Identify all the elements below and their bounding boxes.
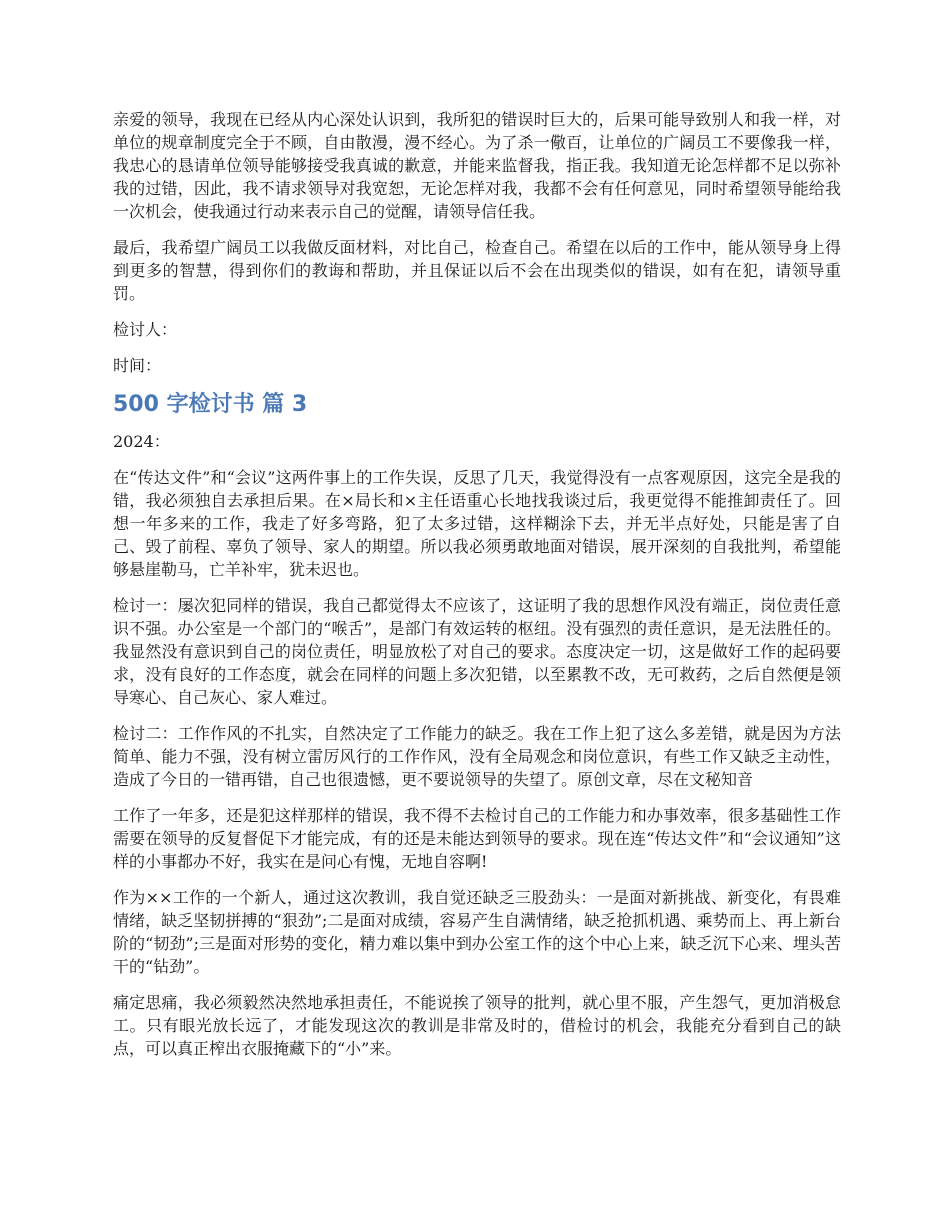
body-paragraph: 检讨一：屡次犯同样的错误，我自己都觉得太不应该了，这证明了我的思想作风没有端正，岗位责任意识不强。办公室是一个部门的“喉舌”，是部门有效运转的枢纽。没有强烈的责任意识，是无法胜任的。我显然没有意识到自己的岗位责任，明显放松了对自己的要求。态度决定一切，这是做好工作的起码要求，没有良好的工作态度，就会在同样的问题上多次犯错，以至累教不改，无可救药，之后自然便是领导寒心、自己灰心、家人难过。 (113, 596, 841, 707)
year-line: 2024： (113, 432, 170, 451)
body-paragraph: 工作了一年多，还是犯这样那样的错误，我不得不去检讨自己的工作能力和办事效率，很多基础性工作需要在领导的反复督促下才能完成，有的还是未能达到领导的要求。现在连“传达文件”和“会议通知”这样的小事都办不好，我实在是问心有愧，无地自容啊! (113, 806, 841, 871)
body-paragraph: 在“传达文件”和“会议”这两件事上的工作失误，反思了几天，我觉得没有一点客观原因，这完全是我的错，我必须独自去承担后果。在×局长和×主任语重心长地找我谈过后，我更觉得不能推卸责任了。回想一年多来的工作，我走了好多弯路，犯了太多过错，这样糊涂下去，并无半点好处，只能是害了自己、毁了前程、辜负了领导、家人的期望。所以我必须勇敢地面对错误，展开深刻的自我批判，希望能够悬崖勒马，亡羊补牢，犹未迟也。 (113, 468, 841, 579)
section-heading: 500 字检讨书 篇 3 (113, 392, 308, 417)
body-paragraph: 最后，我希望广阔员工以我做反面材料，对比自己，检查自己。希望在以后的工作中，能从领导身上得到更多的智慧，得到你们的教诲和帮助，并且保证以后不会在出现类似的错误，如有在犯，请领导重罚。 (113, 238, 841, 303)
document-page (113, 108, 841, 1073)
body-paragraph: 检讨二：工作作风的不扎实，自然决定了工作能力的缺乏。我在工作上犯了这么多差错，就是因为方法简单、能力不强，没有树立雷厉风行的工作作风，没有全局观念和岗位意识，有些工作又缺乏主动性，造成了今日的一错再错，自己也很遗憾，更不要说领导的失望了。原创文章，尽在文秘知音 (113, 724, 841, 789)
date-line: 时间： (113, 356, 162, 375)
signature-line: 检讨人： (113, 320, 178, 339)
body-paragraph: 亲爱的领导，我现在已经从内心深处认识到，我所犯的错误时巨大的，后果可能导致别人和我一样，对单位的规章制度完全于不顾，自由散漫，漫不经心。为了杀一儆百，让单位的广阔员工不要像我一样，我忠心的恳请单位领导能够接受我真诚的歉意，并能来监督我，指正我。我知道无论怎样都不足以弥补我的过错，因此，我不请求领导对我宽恕，无论怎样对我，我都不会有任何意见，同时希望领导能给我一次机会，使我通过行动来表示自己的觉醒，请领导信任我。 (113, 110, 841, 221)
body-paragraph: 作为××工作的一个新人，通过这次教训，我自觉还缺乏三股劲头：一是面对新挑战、新变化，有畏难情绪，缺乏坚韧拼搏的“狠劲”;二是面对成绩，容易产生自满情绪，缺乏抢抓机遇、乘势而上、再上新台阶的“韧劲”;三是面对形势的变化，精力难以集中到办公室工作的这个中心上来，缺乏沉下心来、埋头苦干的“钻劲”。 (113, 888, 841, 976)
body-paragraph: 痛定思痛，我必须毅然决然地承担责任，不能说挨了领导的批判，就心里不服，产生怨气，更加消极怠工。只有眼光放长远了，才能发现这次的教训是非常及时的，借检讨的机会，我能充分看到自己的缺点，可以真正榨出衣服掩藏下的“小”来。 (113, 993, 841, 1058)
